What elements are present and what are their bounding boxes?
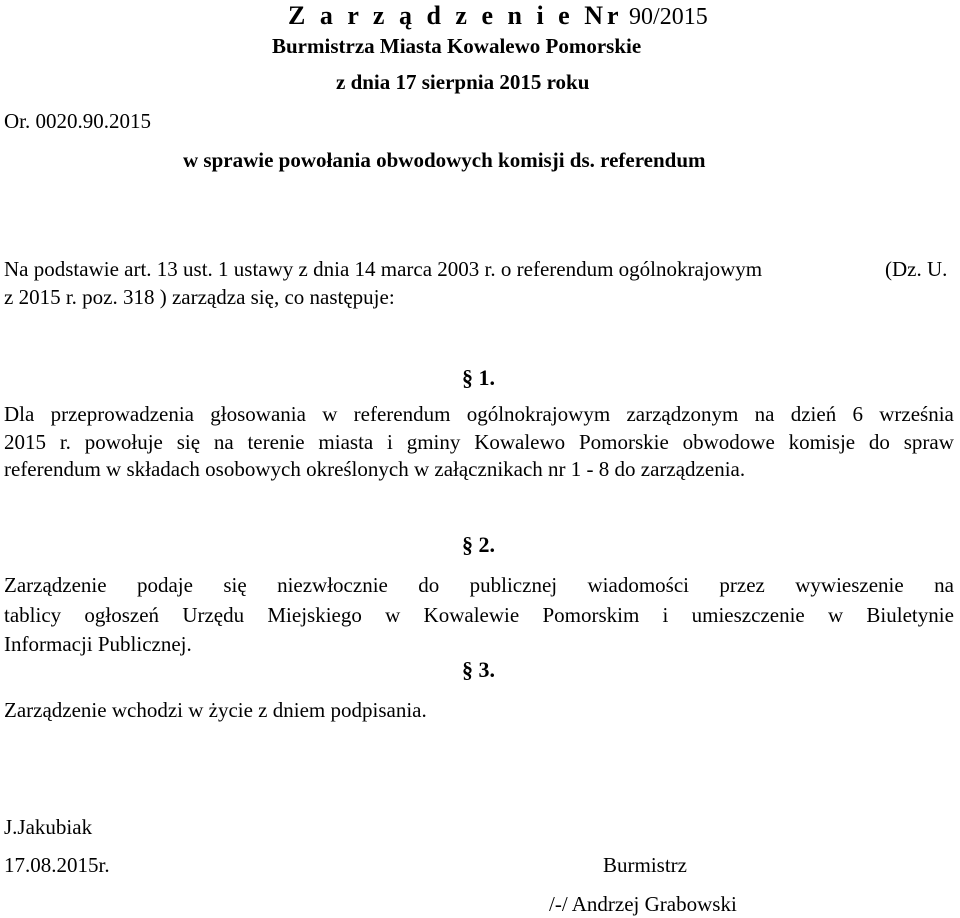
word: 2015 [4,430,46,454]
word: i [387,430,393,454]
section-3-text: Zarządzenie wchodzi w życie z dniem podpisania. [4,698,427,722]
word: tablicy [4,603,62,627]
word: w [385,603,401,627]
preamble-line-1-end: (Dz. U. [885,257,948,281]
section-2-line-2 [4,605,954,626]
word: miasta [318,430,374,454]
word: Kowalewie [423,603,520,627]
word: powołuje [84,430,163,454]
word: obwodowe [682,430,775,454]
word: dzień [790,402,837,426]
word: do [418,573,440,597]
word: w [828,603,844,627]
word: Zarządzenie [4,573,107,597]
word: ogólnokrajowym [466,402,611,426]
word: gminy [406,430,461,454]
word: referendum [353,402,451,426]
section-2-heading: § 2. [462,532,495,557]
word: niezwłocznie [277,573,388,597]
author: J.Jakubiak [4,815,93,839]
signatory-position: Burmistrz [603,853,687,877]
word: Kowalewo [474,430,566,454]
word: komisje [788,430,856,454]
word: na [754,402,775,426]
issuer: Burmistrza Miasta Kowalewo Pomorskie [272,34,642,58]
word: Urzędu [182,603,245,627]
word: Pomorskie [578,430,669,454]
word: Biuletynie [866,603,954,627]
word: umieszczenie [691,603,805,627]
section-1-line-1 [4,404,954,425]
section-2-line-1 [4,575,954,596]
section-1-line-3: referendum w składach osobowych określonych w załącznikach nr 1 - 8 do zarządzenia. [4,457,746,481]
word: wywieszenie [795,573,904,597]
word: Miejskiego [267,603,362,627]
word: Pomorskim [542,603,640,627]
document-date: 17.08.2015r. [4,853,110,877]
word: przeprowadzenia [50,402,195,426]
section-2-line-3: Informacji Publicznej. [4,632,192,656]
preamble-line-2: z 2015 r. poz. 318 ) zarządza się, co następuje: [4,285,395,309]
word: 6 [852,402,863,426]
title-number: 90/2015 [629,4,708,30]
word: ogłoszeń [84,603,160,627]
word: na [213,430,234,454]
section-1-heading: § 1. [462,365,495,390]
section-3-heading: § 3. [462,657,495,682]
word: i [662,603,669,627]
date-line: z dnia 17 sierpnia 2015 roku [336,70,590,94]
word: zarządzonym [626,402,739,426]
word: Dla [4,402,35,426]
word: spraw [903,430,954,454]
subject-line: w sprawie powołania obwodowych komisji ds. referendum [183,148,706,172]
word: podaje [136,573,193,597]
word: głosowania [210,402,306,426]
signatory-name: /-/ Andrzej Grabowski [549,892,737,916]
preamble-line-1: Na podstawie art. 13 ust. 1 ustawy z dnia 14 marca 2003 r. o referendum ogólnokrajowym [4,257,763,281]
word: się [176,430,201,454]
reference-number: Or. 0020.90.2015 [4,109,151,133]
word: na [934,573,954,597]
word: terenie [247,430,305,454]
word: do [868,430,890,454]
word: publicznej [469,573,558,597]
word: się [223,573,247,597]
word: w [322,402,338,426]
title-prefix: Z a r z ą d z e n i e Nr [288,1,623,30]
document-title [288,3,708,29]
section-1-line-2 [4,432,954,453]
word: przez [719,573,765,597]
word: wiadomości [587,573,689,597]
word: r. [59,430,71,454]
word: września [879,402,954,426]
